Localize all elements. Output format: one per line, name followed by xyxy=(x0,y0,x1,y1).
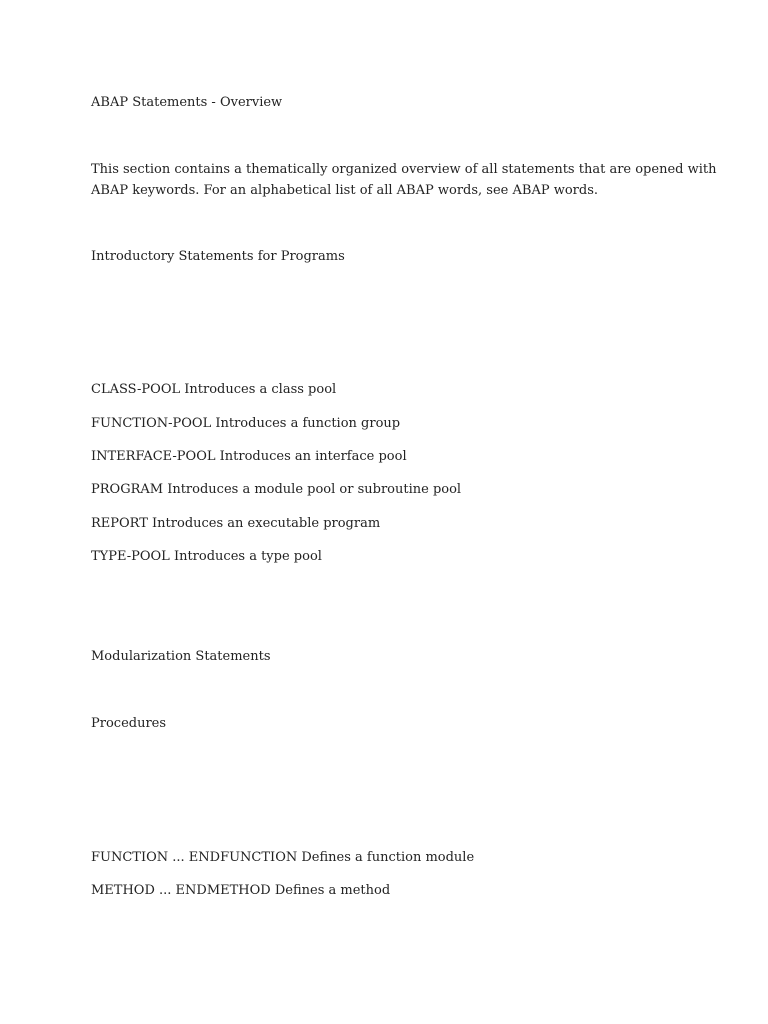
section-heading-introductory: Introductory Statements for Programs xyxy=(91,249,345,264)
list-item-method: METHOD ... ENDMETHOD Defines a method xyxy=(91,883,391,898)
list-item-class-pool: CLASS-POOL Introduces a class pool xyxy=(91,382,337,397)
section-heading-modularization: Modularization Statements xyxy=(91,649,271,664)
list-item-program: PROGRAM Introduces a module pool or subroutine pool xyxy=(91,482,462,497)
document-title: ABAP Statements - Overview xyxy=(91,95,283,110)
list-item-type-pool: TYPE-POOL Introduces a type pool xyxy=(91,549,322,564)
intro-paragraph xyxy=(91,159,717,201)
subheading-procedures: Procedures xyxy=(91,716,167,731)
intro-line-2: ABAP keywords. For an alphabetical list of all ABAP words, see ABAP words. xyxy=(91,183,598,198)
list-item-interface-pool: INTERFACE-POOL Introduces an interface pool xyxy=(91,449,407,464)
list-item-function: FUNCTION ... ENDFUNCTION Defines a function module xyxy=(91,850,475,865)
intro-line-1: This section contains a thematically organized overview of all statements that are opened with xyxy=(91,162,717,177)
list-item-function-pool: FUNCTION-POOL Introduces a function group xyxy=(91,416,401,431)
list-item-report: REPORT Introduces an executable program xyxy=(91,516,381,531)
